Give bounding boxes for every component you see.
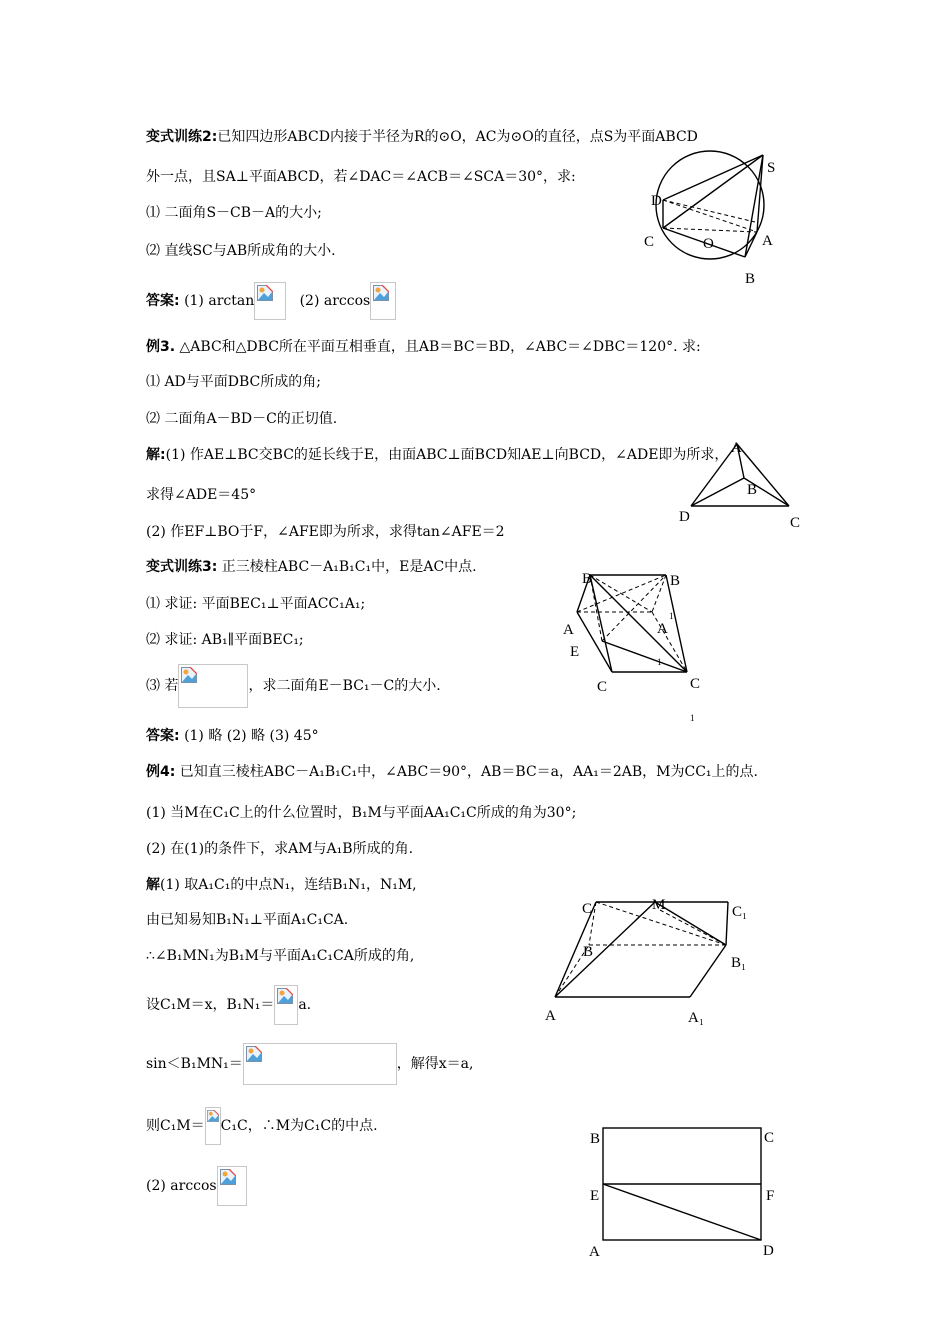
formula-image <box>274 985 298 1025</box>
broken-image-icon <box>373 285 389 301</box>
variant3-q2: ⑵ 求证: AB₁∥平面BEC₁; <box>146 632 304 648</box>
variant2-line2: 外一点，且SA⊥平面ABCD，若∠DAC＝∠ACB＝∠SCA＝30°，求: <box>146 169 576 185</box>
variant2-answer: 答案: (1) arctan (2) arccos <box>146 282 396 320</box>
example3-sol2: 求得∠ADE＝45° <box>146 487 257 503</box>
formula-image <box>217 1166 247 1206</box>
broken-image-icon <box>246 1046 262 1062</box>
example4-q2: (2) 在(1)的条件下，求AM与A₁B所成的角. <box>146 841 414 857</box>
label-B: B <box>670 573 681 589</box>
prism-figure <box>560 565 720 725</box>
label-F: F <box>766 1188 775 1204</box>
example4-s2: 由已知易知B₁N₁⊥平面A₁C₁CA. <box>146 912 349 928</box>
label-M: M <box>652 897 666 913</box>
label-A: A <box>545 1008 556 1024</box>
example4-s7: (2) arccos <box>146 1166 247 1206</box>
label-B: B <box>745 271 756 287</box>
example3-sol1: 解:(1) 作AE⊥BC交BC的延长线于E，由面ABC⊥面BCD知AE⊥向BCD，∠ADE即为所求， <box>146 447 729 463</box>
example3-q1: ⑴ AD与平面DBC所成的角; <box>146 374 321 390</box>
variant2-label: 变式训练2: <box>146 129 218 145</box>
label-D: D <box>763 1243 774 1259</box>
label-C: C <box>790 515 801 531</box>
variant3-line1: 变式训练3: 正三棱柱ABC－A₁B₁C₁中，E是AC中点. <box>146 559 477 575</box>
variant3-q3: ⑶ 若 ，求二面角E－BC₁－C的大小. <box>146 664 441 708</box>
example4-s4: 设C₁M＝x，B₁N₁＝ a. <box>146 985 311 1025</box>
rectangle-figure <box>585 1120 785 1260</box>
formula-image <box>178 664 248 708</box>
formula-image <box>243 1043 397 1085</box>
example3-q2: ⑵ 二面角A－BD－C的正切值. <box>146 411 338 427</box>
solution-label: 解: <box>146 447 166 463</box>
solution-label: 解 <box>146 877 160 893</box>
broken-image-icon <box>220 1169 236 1185</box>
broken-image-icon <box>181 667 197 683</box>
example4-s3: ∴∠B₁MN₁为B₁M与平面A₁C₁CA所成的角, <box>146 948 415 964</box>
label-A: A <box>589 1244 600 1260</box>
variant2-line1: 变式训练2:已知四边形ABCD内接于半径为R的⊙O，AC为⊙O的直径，点S为平面ABCD <box>146 129 698 145</box>
label-B1: B <box>582 571 593 587</box>
broken-image-icon <box>277 988 293 1004</box>
label-C1: C <box>690 676 701 692</box>
label-A: A <box>731 440 742 456</box>
variant2-q2: ⑵ 直线SC与AB所成角的大小. <box>146 243 336 259</box>
formula-image <box>370 282 396 320</box>
label-B1: B₁ <box>731 955 747 971</box>
label-C: C <box>582 901 593 917</box>
example4-s1: 解(1) 取A₁C₁的中点N₁，连结B₁N₁，N₁M, <box>146 877 417 893</box>
variant3-answer: 答案: (1) 略 (2) 略 (3) 45° <box>146 728 319 744</box>
variant3-label: 变式训练3: <box>146 559 218 575</box>
example3-line1: 例3. △ABC和△DBC所在平面互相垂直，且AB＝BC＝BD，∠ABC＝∠DBC＝120°. 求: <box>146 339 701 355</box>
example4-s5: sin＜B₁MN₁＝ ，解得x＝a, <box>146 1043 473 1085</box>
example4-line1: 例4: 已知直三棱柱ABC－A₁B₁C₁中，∠ABC＝90°，AB＝BC＝a，AA₁＝2AB，M为CC₁上的点. <box>146 764 758 780</box>
answer-label: 答案: <box>146 293 180 309</box>
label-A: A <box>762 233 773 249</box>
label-B: B <box>583 944 594 960</box>
example3-sol3: (2) 作EF⊥BO于F，∠AFE即为所求，求得tan∠AFE＝2 <box>146 524 505 540</box>
example4-label: 例4: <box>146 764 176 780</box>
label-D: D <box>651 193 662 209</box>
label-C: C <box>764 1130 775 1146</box>
formula-image <box>205 1107 221 1145</box>
variant2-q1: ⑴ 二面角S－CB－A的大小; <box>146 205 322 221</box>
tetrahedron-figure <box>675 436 805 531</box>
label-C1: C₁ <box>732 904 748 920</box>
label-D: D <box>679 509 690 525</box>
broken-image-icon <box>207 1110 219 1122</box>
broken-image-icon <box>257 285 273 301</box>
label-C: C <box>644 234 655 250</box>
label-sub: 1 <box>669 611 674 621</box>
example4-q1: (1) 当M在C₁C上的什么位置时，B₁M与平面AA₁C₁C所成的角为30°; <box>146 805 577 821</box>
example4-s6: 则C₁M＝ C₁C，∴M为C₁C的中点. <box>146 1107 378 1145</box>
variant3-q1: ⑴ 求证: 平面BEC₁⊥平面ACC₁A₁; <box>146 596 366 612</box>
answer-label: 答案: <box>146 728 180 744</box>
example3-label: 例3. <box>146 339 176 355</box>
label-sub: 1 <box>690 713 695 723</box>
label-O: O <box>703 236 714 252</box>
label-C: C <box>597 679 608 695</box>
formula-image <box>254 282 286 320</box>
label-B: B <box>747 482 758 498</box>
label-S: S <box>767 160 776 176</box>
label-E: E <box>570 644 580 660</box>
right-prism-figure <box>540 895 760 1030</box>
label-sub: 1 <box>657 657 662 667</box>
label-A1: A <box>657 621 668 637</box>
label-A: A <box>563 622 574 638</box>
label-E: E <box>590 1188 600 1204</box>
circle-pyramid-figure <box>640 150 790 290</box>
label-B: B <box>590 1131 601 1147</box>
label-A1: A₁ <box>688 1010 705 1026</box>
